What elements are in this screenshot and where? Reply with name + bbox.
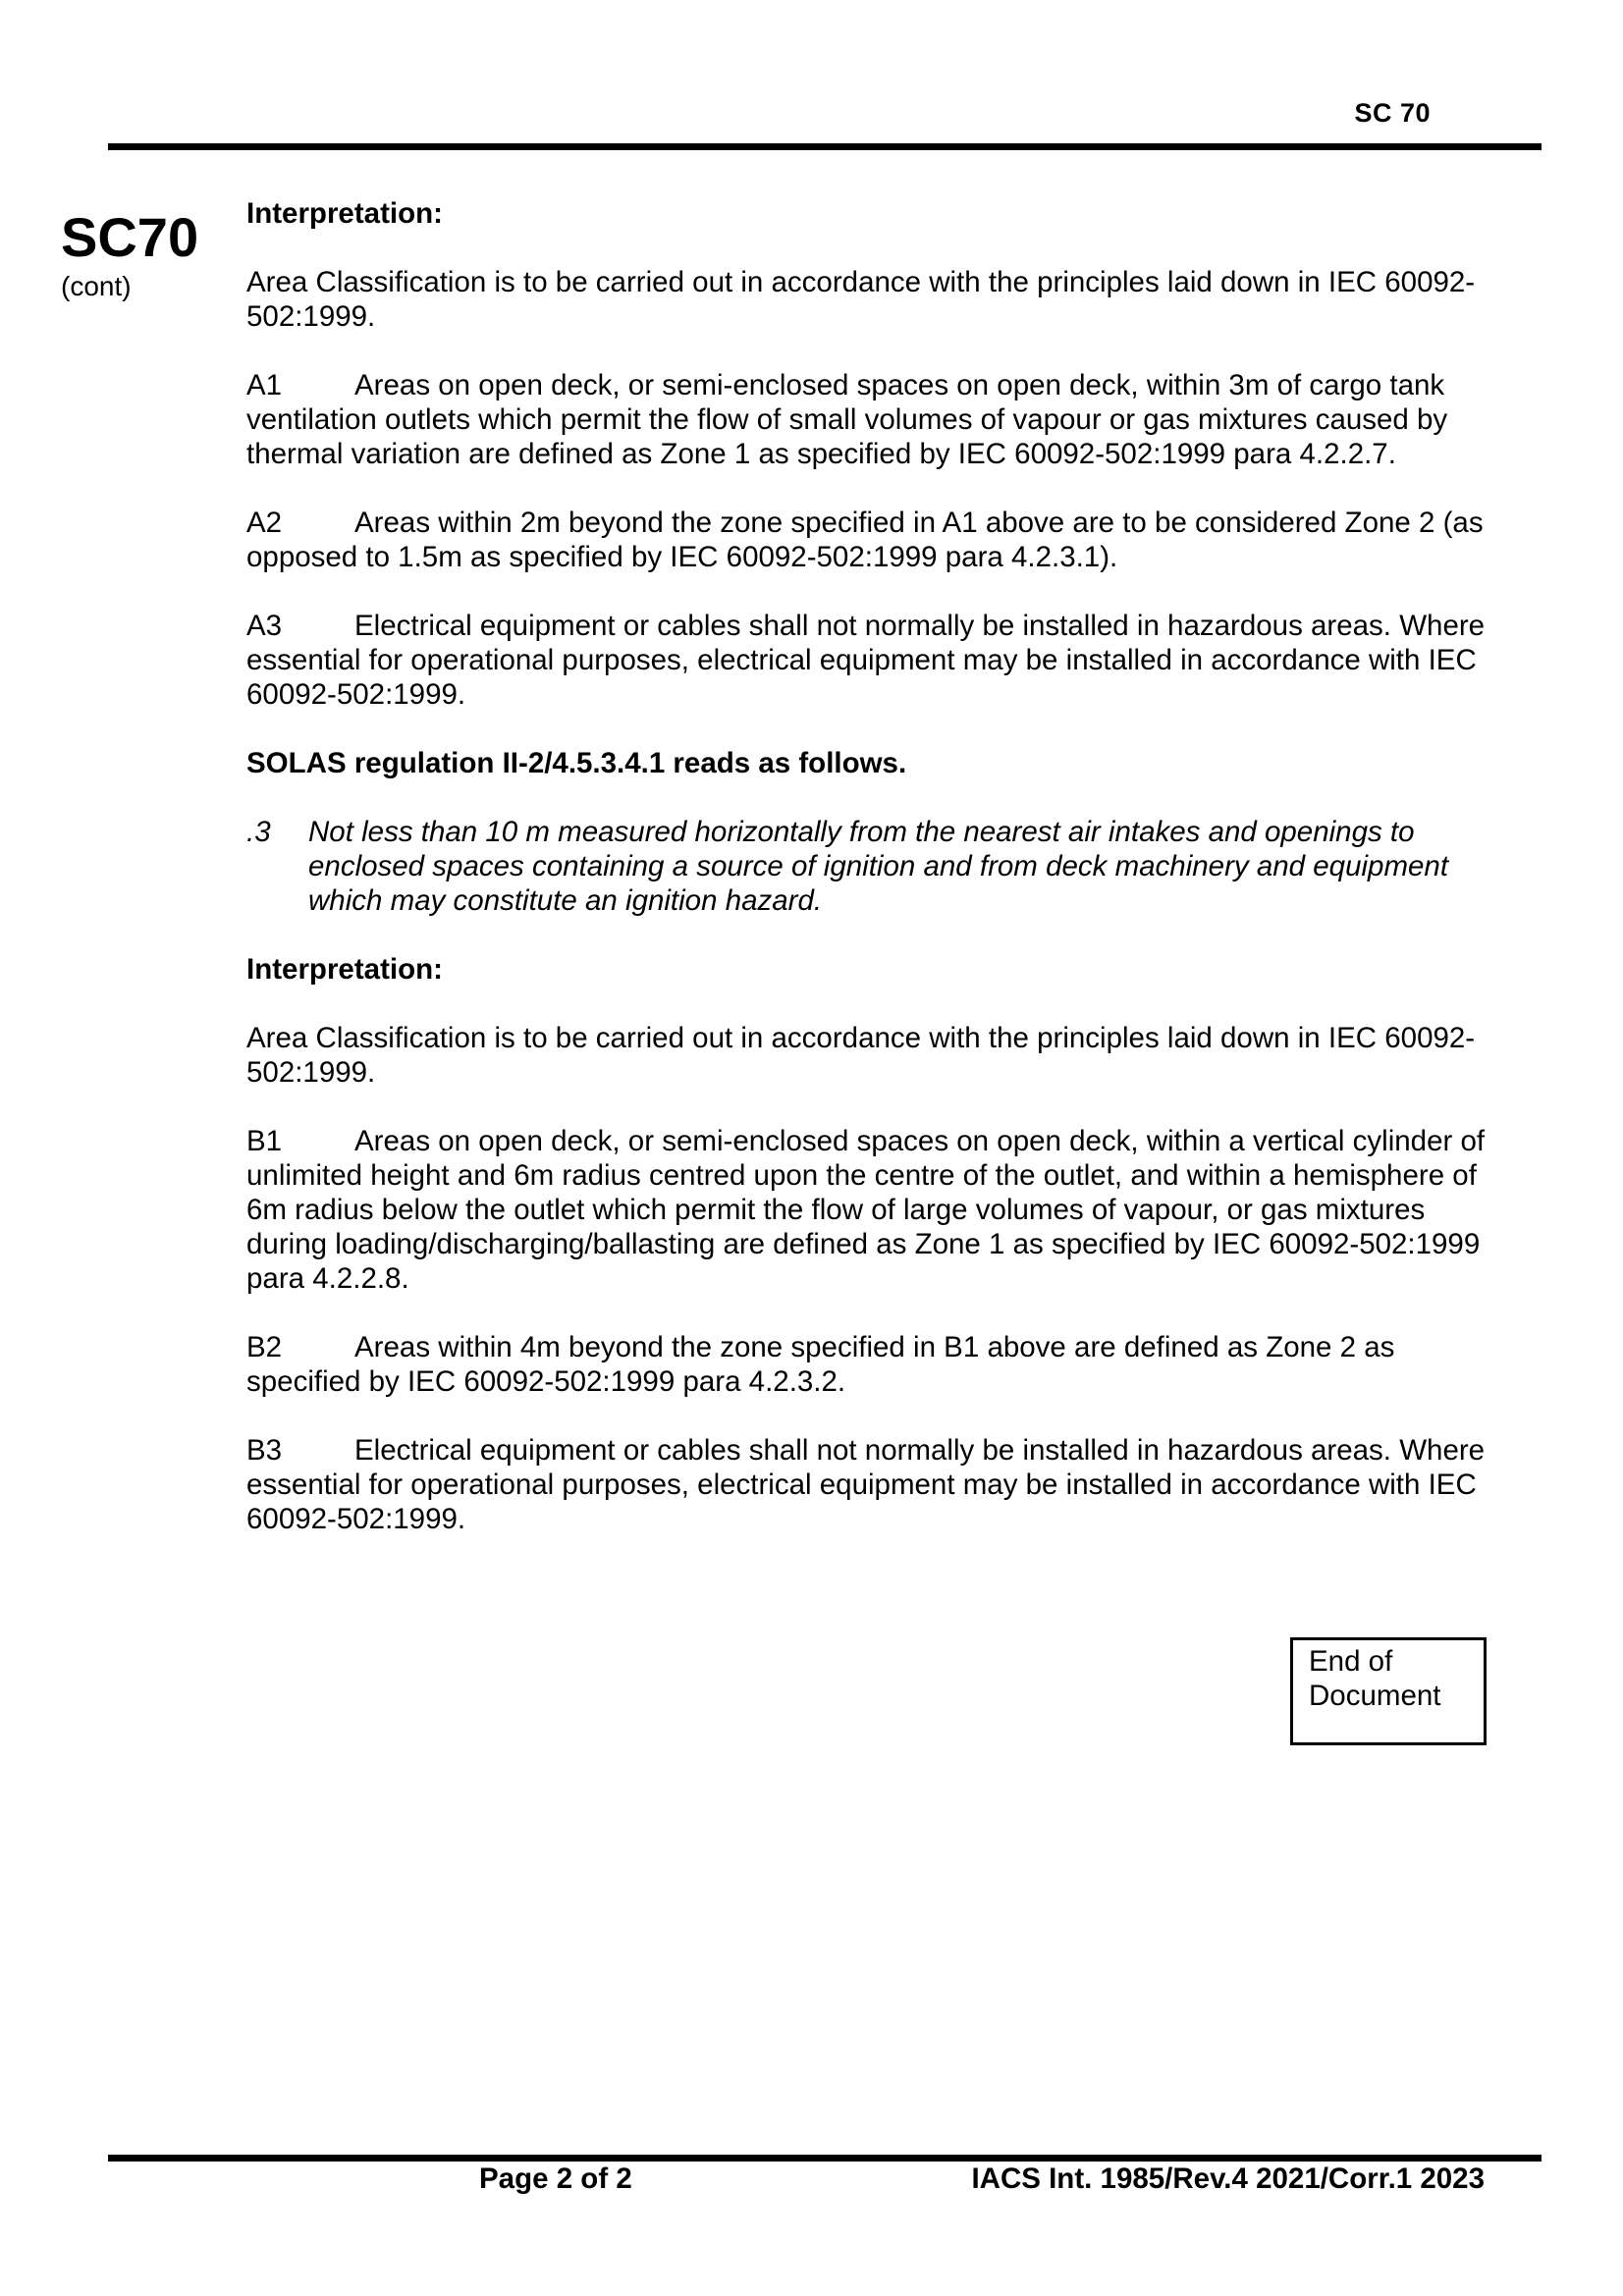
clause-b2 [246,1330,1513,1399]
footer-page-number: Page 2 of 2 [479,2163,632,2195]
clause-text: Electrical equipment or cables shall not normally be installed in hazardous areas. Where essential for operational purposes, electrical equipment may be installed in accordance with IEC 60092-502:1999. [246,1434,1486,1535]
clause-id: A3 [246,610,283,642]
quote-number: .3 [246,816,271,848]
clause-b1 [246,1124,1513,1296]
header-document-code: SC 70 [1354,98,1431,128]
end-box-line-2: Document [1309,1680,1441,1712]
clause-a2 [246,506,1513,574]
end-box-line-1: End of [1309,1645,1393,1678]
end-of-document-box [1290,1637,1487,1745]
clause-a1 [246,368,1513,471]
clause-text: Areas within 4m beyond the zone specified in B1 above are defined as Zone 2 as specified by IEC 60092-502:1999 para 4.2.3.2. [246,1331,1395,1398]
clause-text: Areas on open deck, or semi-enclosed spaces on open deck, within a vertical cylinder of unlimited height and 6m radius centred upon the centre of the outlet, and within a hemisphere of 6m radius below the outlet which permit the flow of large volumes of vapour, or gas mixtures during loading/discharging/ballasting are defined as Zone 1 as specified by IEC 60092-502:1999 para 4.2.2.8. [246,1125,1486,1295]
sidebar-document-code: SC70 [61,206,199,268]
clause-text: Electrical equipment or cables shall not normally be installed in hazardous areas. Where essential for operational purposes, electrical equipment may be installed in accordance with IEC 60092-502:1999. [246,610,1486,711]
interpretation-heading: Interpretation: [246,197,443,230]
clause-id: B2 [246,1331,283,1363]
clause-text: Areas within 2m beyond the zone specified in A1 above are to be considered Zone 2 (as opposed to 1.5m as specified by IEC 60092-502:1999 para 4.2.3.1). [246,507,1484,573]
interpretation-heading: Interpretation: [246,953,443,986]
clause-id: A2 [246,507,283,539]
footer-reference: IACS Int. 1985/Rev.4 2021/Corr.1 2023 [971,2163,1485,2195]
solas-heading: SOLAS regulation II-2/4.5.3.4.1 reads as follows. [246,747,907,779]
quote-text: Not less than 10 m measured horizontally from the nearest air intakes and openings to enclosed spaces containing a source of ignition and from deck machinery and equipment which may constitute an ignition hazard. [308,816,1449,917]
clause-id: B3 [246,1434,283,1467]
intro-paragraph: Area Classification is to be carried out in accordance with the principles laid down in IEC 60092-502:1999. [246,1022,1476,1089]
clause-a3 [246,609,1513,712]
sidebar-continued-label: (cont) [61,271,132,301]
solas-quote [246,815,1513,918]
clause-id: A1 [246,369,283,401]
intro-paragraph: Area Classification is to be carried out in accordance with the principles laid down in IEC 60092-502:1999. [246,266,1476,333]
clause-text: Areas on open deck, or semi-enclosed spaces on open deck, within 3m of cargo tank ventilation outlets which permit the flow of small volumes of vapour or gas mixtures caused by thermal variation are defined as Zone 1 as specified by IEC 60092-502:1999 para 4.2.2.7. [246,369,1448,470]
clause-b3 [246,1433,1513,1536]
footer-rule [108,2155,1542,2162]
clause-id: B1 [246,1125,283,1157]
document-body [246,196,1513,1571]
header-rule [108,143,1542,150]
